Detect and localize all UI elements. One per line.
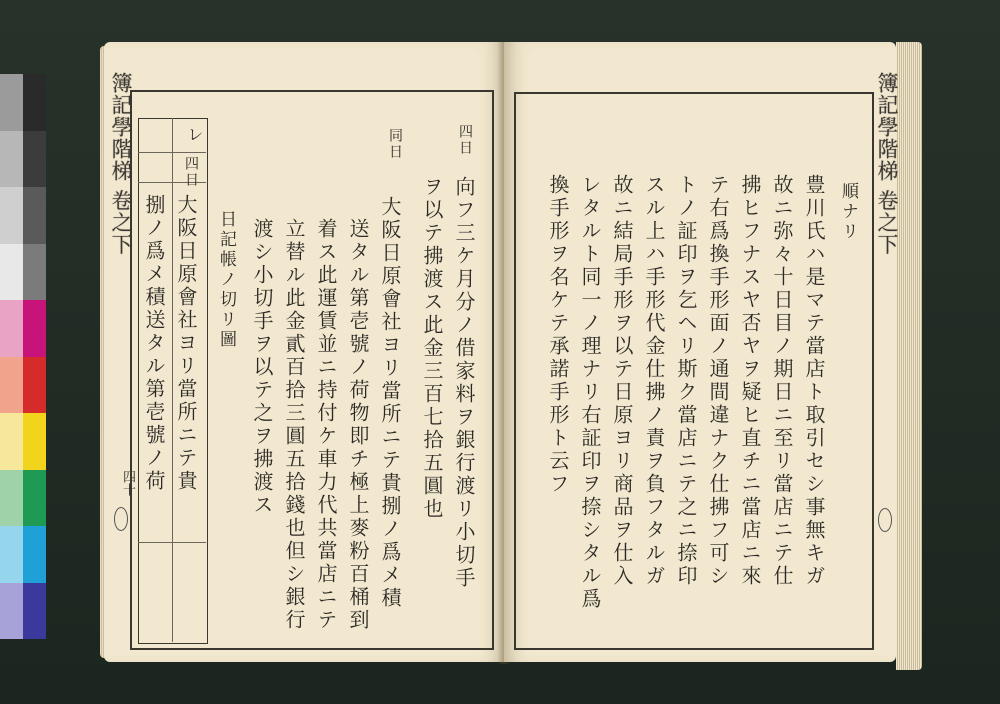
ledger-rule <box>138 152 206 153</box>
entry-date-label: 同日 <box>387 128 403 160</box>
left-page <box>104 42 504 662</box>
binding-hole <box>114 507 128 531</box>
text-column-3: 着ス此運賃並ニ持付ケ車力代共當店ニテ <box>314 218 338 632</box>
color-swatch <box>23 131 46 188</box>
color-swatch <box>23 526 46 583</box>
ledger-entry-line-2: 捌ノ爲メ積送タル第壱號ノ荷 <box>142 194 166 493</box>
text-column-5: 大阪日原會社ヨリ當所ニテ貴捌ノ爲メ積 <box>378 196 402 610</box>
color-swatch <box>23 187 46 244</box>
open-book <box>100 36 922 672</box>
entry2-column-1: 向フ三ケ月分ノ借家料ヲ銀行渡リ小切手 <box>452 176 476 590</box>
entry2-column-2: ヲ以テ拂渡ス此金三百七拾五圓也 <box>420 176 444 521</box>
ledger-entry-line-1: 大阪日原會社ヨリ當所ニテ貴 <box>174 194 198 493</box>
color-swatch <box>0 583 23 640</box>
text-column-6: トノ証印ヲ乞ヘリ斯ク當店ニテ之ニ捺印 <box>674 174 698 588</box>
color-swatch <box>23 470 46 527</box>
text-column-4: 送タル第壱號ノ荷物即チ極上麥粉百桶到 <box>346 218 370 632</box>
diagram-caption: 日記帳ノ切リ圖 <box>216 210 236 350</box>
color-swatch <box>23 74 46 131</box>
color-swatch <box>23 357 46 414</box>
text-column-2: 豊川氏ハ是マテ當店ト取引セシ事無キガ <box>802 174 826 588</box>
binding-hole <box>878 508 892 532</box>
color-swatch <box>0 357 23 414</box>
text-column-4: 拂ヒフナスヤ否ヤヲ疑ヒ直チニ當店ニ來 <box>738 174 762 588</box>
color-swatch <box>0 413 23 470</box>
right-page <box>504 42 899 662</box>
text-column-5: テ右爲換手形面ノ通間違ナク仕拂フ可シ <box>706 174 730 588</box>
text-column-3: 故ニ弥々十日目ノ期日ニ至リ當店ニテ仕 <box>770 174 794 588</box>
color-swatch <box>0 526 23 583</box>
ledger-mark: レ <box>185 126 204 145</box>
color-swatch <box>23 244 46 301</box>
color-swatch <box>0 300 23 357</box>
text-column-1: 順ナリ <box>838 182 858 242</box>
left-header-title: 簿記學階梯 卷之下 <box>109 72 133 256</box>
right-header-title: 簿記學階梯 卷之下 <box>875 72 899 256</box>
color-swatch <box>0 187 23 244</box>
ledger-date: 四日 <box>183 156 199 188</box>
color-swatch <box>0 244 23 301</box>
text-column-1: 渡シ小切手ヲ以テ之ヲ拂渡ス <box>250 218 274 517</box>
color-swatch <box>0 74 23 131</box>
page-number: 四十 <box>120 470 135 496</box>
text-column-7: スル上ハ手形代金仕拂ノ責ヲ負フタルガ <box>642 174 666 588</box>
text-column-10: 換手形ヲ名ケテ承諾手形ト云フ <box>546 174 570 496</box>
color-swatch <box>23 300 46 357</box>
entry2-date: 四日 <box>457 124 473 156</box>
color-swatch <box>0 470 23 527</box>
ledger-rule <box>138 542 206 543</box>
text-column-8: 故ニ結局手形ヲ以テ日原ヨリ商品ヲ仕入 <box>610 174 634 588</box>
text-column-2: 立替ル此金貳百拾三圓五拾錢也但シ銀行 <box>282 218 306 632</box>
color-calibration-strip <box>0 74 46 639</box>
text-column-9: レタルト同一ノ理ナリ右証印ヲ捺シタル爲 <box>578 174 602 611</box>
color-swatch <box>0 131 23 188</box>
color-swatch <box>23 413 46 470</box>
color-swatch <box>23 583 46 640</box>
